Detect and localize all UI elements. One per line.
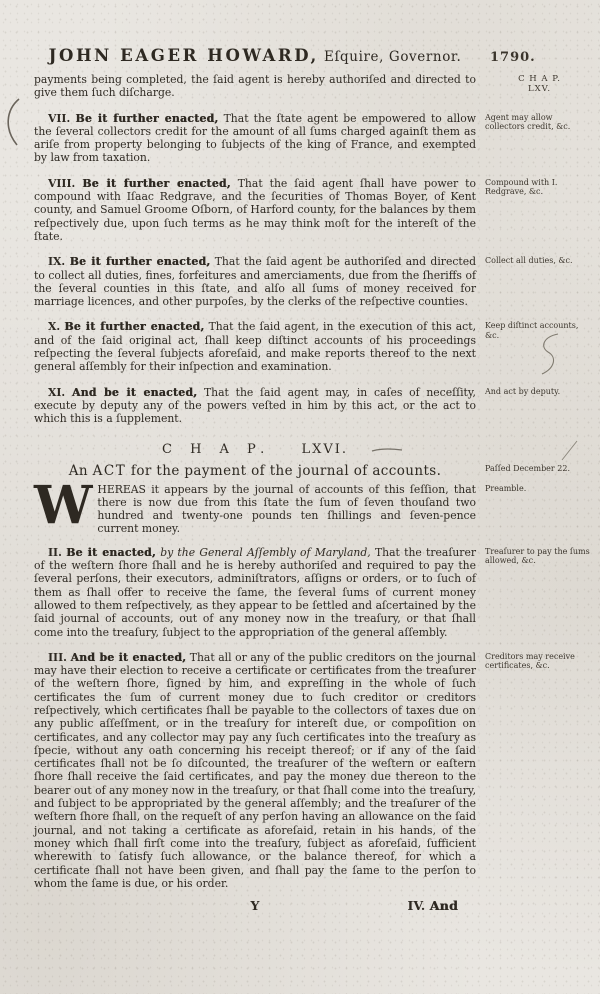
section-body: That the ſtate agent be empowered to allow the ſeveral collectors credit for the amount of all ſums charged againſt them as ariſe from property belonging to ſubjects of the king of France, and exempted by law from taxation. bbox=[34, 111, 477, 165]
chapter-numeral: LXVI. bbox=[301, 441, 348, 457]
enacting-phrase: And be it enacted, bbox=[71, 385, 198, 399]
enacting-phrase: And be it enacted, bbox=[70, 650, 187, 664]
chapter-heading-row bbox=[34, 438, 594, 461]
section-number: IX. bbox=[48, 255, 66, 269]
signature-mark: Y bbox=[250, 898, 260, 914]
section-number: III. bbox=[48, 650, 67, 664]
section-body: That the ſaid agent ſhall have power to compound with Iſaac Redgrave, and the ſecurities of Thomas Boyer, of Kent county, and Samuel Groome Oſborn, of Harford county, for the balances by them reſpectively due, upon ſuch terms as he may think moſt for the intereſt of the ſtate. bbox=[34, 176, 476, 243]
page-content bbox=[34, 46, 594, 925]
margin-note: Collect all duties, &c. bbox=[485, 256, 573, 266]
enacting-phrase: Be it further enacted, bbox=[75, 111, 219, 125]
drop-cap: W bbox=[34, 474, 91, 536]
margin-note: Compound with I. Redgrave, &c. bbox=[485, 177, 558, 197]
margin-note-chap-lxv: C H A P. LXV. bbox=[518, 74, 561, 94]
footer-row bbox=[34, 898, 594, 913]
year-label: 1790. bbox=[490, 50, 536, 65]
margin-note-passed: Paſſed December 22. bbox=[485, 463, 571, 473]
running-head bbox=[34, 46, 594, 65]
chapter-label: C H A P. bbox=[161, 441, 272, 457]
section-body: That the ſaid agent, in the execution of this act, and of the ſaid original act, ſhall keep diſtinct accounts of his proceedings reſpecting the ſeveral ſubjects aforeſaid, and make reports thereof to the next general aſſembly for their inſpection and examination. bbox=[34, 320, 477, 374]
margin-note: Keep diſtinct accounts, &c. bbox=[485, 321, 579, 340]
section-paragraph bbox=[34, 386, 476, 426]
governor-heading bbox=[34, 46, 476, 65]
section-paragraph bbox=[34, 320, 476, 373]
act-caps: ACT bbox=[92, 462, 127, 479]
assembly-phrase: by the General Aſſembly of Maryland, bbox=[160, 545, 371, 559]
chapter-heading bbox=[34, 442, 476, 457]
section-body: That the ſaid agent be authoriſed and directed to collect all duties, fines, forfeitures and amerciaments, due from the ſheriffs of the ſeveral counties in this ſtate, and alſo all ſums of money received for marriage licences, and other purpoſes, by the clerks of the reſpective counties. bbox=[34, 255, 477, 309]
enacting-phrase: Be it further enacted, bbox=[64, 320, 205, 334]
margin-note-preamble: Preamble. bbox=[485, 483, 527, 493]
statute-section-viii bbox=[34, 177, 594, 243]
statute-section-vii bbox=[34, 112, 594, 165]
section-number: II. bbox=[48, 545, 62, 559]
section-body: That all or any of the public creditors on the journal may have their election to receive a certificate or certificates from the treaſurer of the weſtern ſhore, ſigned by him, and expreſſing in the whole of ſuch certificates the ſum of current money due to ſuch creditor or creditors reſpectively, which certificates ſhall be payable to the collectors of taxes due on any public aſſeſſment, or in the treaſury for intereſt due, or compoſition on certificates, and any collector may pay any ſuch certificates into the treaſury as ſpecie, without any oath concerning his receipt thereof; or if any of the ſaid certificates ſhall not be ſo diſcounted, the treaſurer of the weſtern or eaſtern ſhore ſhall receive the ſaid certificates, and pay the money due thereon to the bearer out of any money now in the treaſury, or that ſhall come into the treaſury, and ſubject to be appropriated by the general aſſembly; and the treaſurer of the weſtern ſhore ſhall, on the requeſt of any perſon having an allowance on the ſaid journal, and not taking a certificate as aforeſaid, retain in his hands, of the money which ſhall firſt come into the treaſury, ſubject as aforeſaid, ſufficient wherewith to ſatisfy ſuch allowance, or the balance thereof, for which a certificate ſhall not have been given, and ſhall pay the ſame to the perſon to whom the ſame is due, or his order. bbox=[34, 650, 476, 890]
section-paragraph bbox=[34, 177, 476, 243]
statute-section-x bbox=[34, 320, 594, 373]
paragraph-row-intro bbox=[34, 73, 594, 100]
ink-mark-paren bbox=[2, 96, 24, 148]
section-number: VII. bbox=[48, 111, 71, 125]
enacting-phrase: Be it enacted, bbox=[66, 545, 156, 559]
section-number: VIII. bbox=[48, 176, 76, 190]
statute-section-ix bbox=[34, 255, 594, 308]
section-paragraph bbox=[34, 546, 476, 639]
governor-title: Eſquire, Governor. bbox=[324, 49, 462, 65]
statute-section-xi bbox=[34, 386, 594, 426]
section-number: X. bbox=[48, 320, 61, 334]
act-title-row bbox=[34, 463, 594, 479]
catchword: IV. And bbox=[407, 898, 458, 914]
catchword-word: And bbox=[429, 898, 458, 914]
section-paragraph bbox=[34, 255, 476, 308]
section-body: That the ſaid agent may, in caſes of neceſſity, execute by deputy any of the powers veſted in him by this act, or the act to which this is a ſupplement. bbox=[34, 385, 476, 426]
margin-note: Agent may allow collectors credit, &c. bbox=[485, 112, 571, 132]
margin-note: Creditors may receive certificates, &c. bbox=[485, 651, 575, 671]
governor-name: JOHN EAGER HOWARD, bbox=[48, 46, 319, 65]
preamble-row bbox=[34, 474, 594, 536]
statute-section-iii bbox=[34, 651, 594, 890]
statute-section-ii bbox=[34, 546, 594, 639]
enacting-phrase: Be it further enacted, bbox=[69, 255, 211, 269]
margin-note: Treaſurer to pay the ſums allowed, &c. bbox=[485, 546, 590, 566]
section-paragraph bbox=[34, 112, 476, 165]
act-title: An ACT for the payment of the journal of accounts. bbox=[68, 462, 442, 479]
section-paragraph bbox=[34, 651, 476, 890]
margin-note: And act by deputy. bbox=[485, 386, 561, 396]
preamble-paragraph bbox=[34, 474, 476, 536]
intro-paragraph: payments being completed, the ſaid agent is hereby authoriſed and directed to give them ſuch diſcharge. bbox=[34, 73, 476, 100]
preamble-body: HEREAS it appears by the journal of accounts of this ſeſſion, that there is now due from this ſtate the ſum of ſeven thouſand two hundred and twenty-one pounds ten ſhillings and ſeven-pence current money. bbox=[97, 482, 476, 536]
section-number: XI. bbox=[48, 385, 66, 399]
section-body: That the treaſurer of the weſtern ſhore ſhall and he is hereby authoriſed and required to pay the ſeveral perſons, their executors, adminiſtrators, aſſigns or orders, or to ſuch of them as ſhall offer to receive the ſame, the ſeveral ſums of current money allowed to them reſpectively, as they appear to be ſettled and aſcertained by the ſaid journal of accounts, out of any money now in the treaſury, or that ſhall come into the treaſury, ſubject to the appropriation of the general aſſembly. bbox=[34, 545, 477, 639]
enacting-phrase: Be it further enacted, bbox=[82, 176, 231, 190]
